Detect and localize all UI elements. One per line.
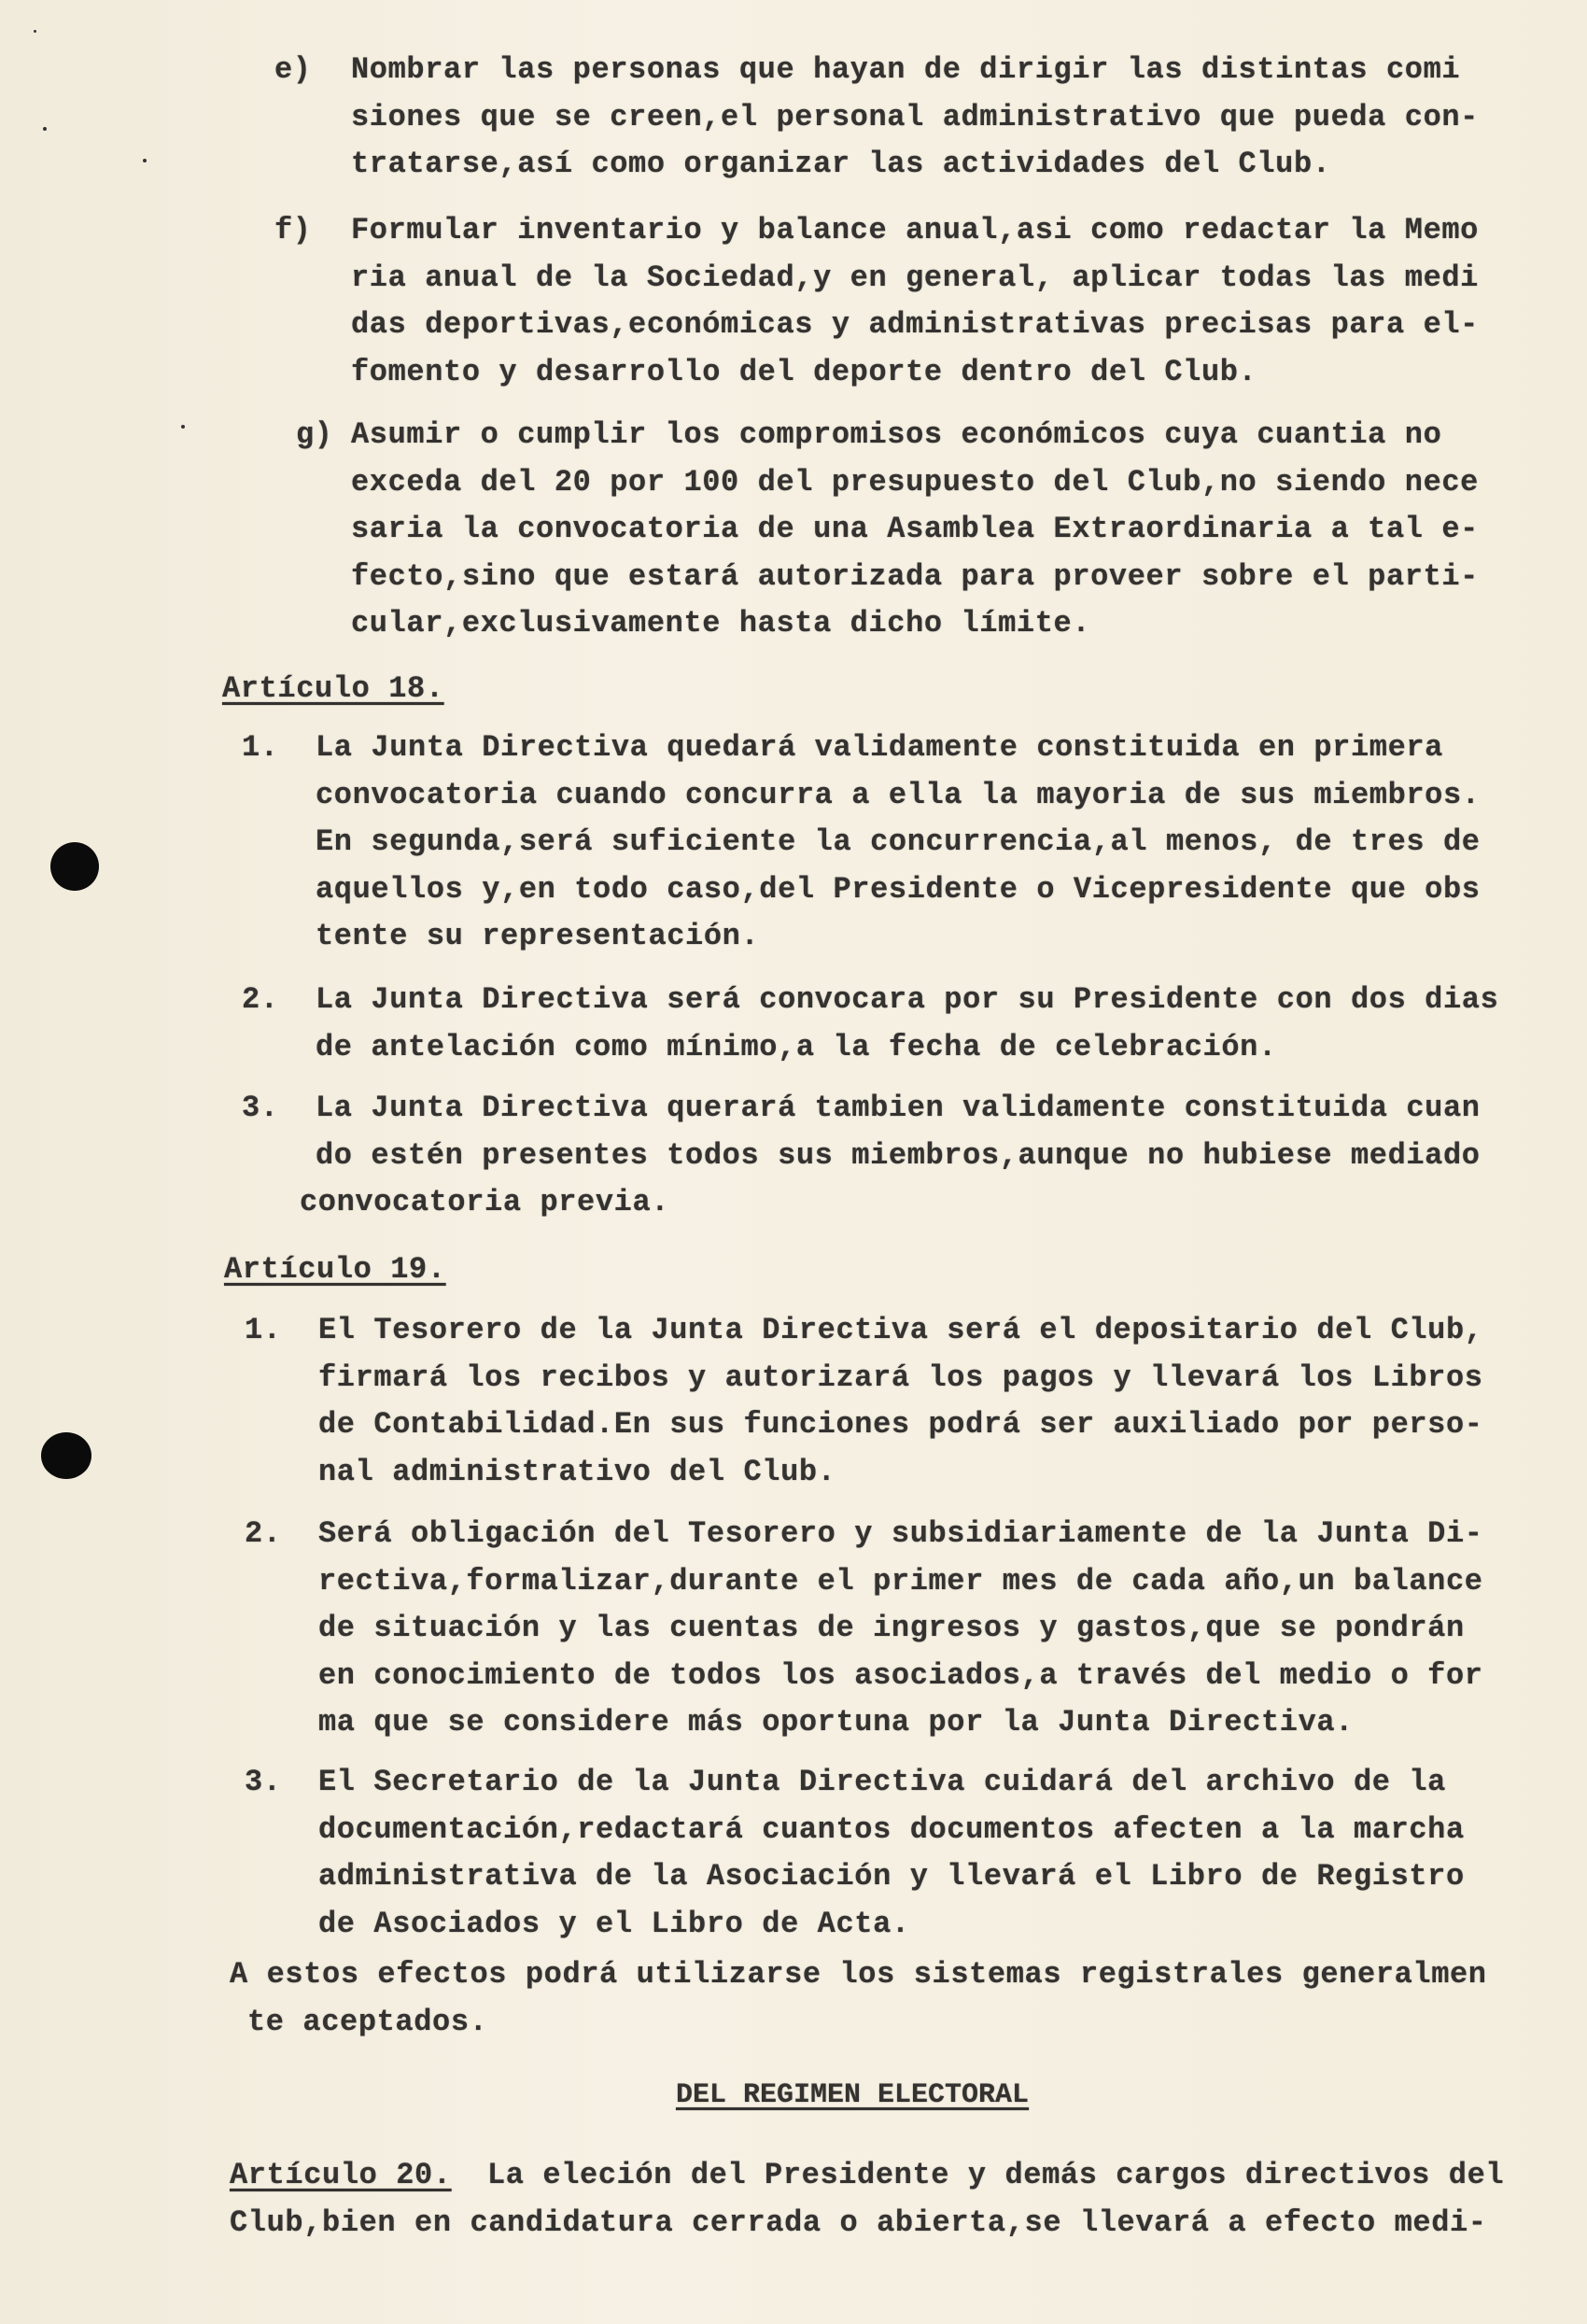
text-line: administrativa de la Asociación y llevará el Libro de Registro [318, 1859, 1465, 1894]
text-line: El Tesorero de la Junta Directiva será el depositario del Club, [318, 1313, 1483, 1347]
text-line: de Contabilidad.En sus funciones podrá ser auxiliado por perso- [318, 1407, 1483, 1442]
text-line: La Junta Directiva quedará validamente constituida en primera [316, 730, 1443, 765]
text-line: convocatoria cuando concurra a ella la mayoria de sus miembros. [316, 777, 1481, 812]
text-line: cular,exclusivamente hasta dicho límite. [351, 606, 1091, 641]
speck [43, 127, 47, 131]
text-line: tente su representación. [316, 919, 760, 953]
article-20-title: Artículo 20. [230, 2158, 452, 2192]
text-line: El Secretario de la Junta Directiva cuidará del archivo de la [318, 1765, 1446, 1799]
text-line: siones que se creen,el personal administrativo que pueda con- [351, 99, 1479, 134]
text-line: aquellos y,en todo caso,del Presidente o Vicepresidente que obs [316, 871, 1481, 907]
item-label: g) [296, 417, 333, 452]
text-line: Club,bien en candidatura cerrada o abierta,se llevará a efecto medi- [230, 2204, 1487, 2240]
item-label: 3. [242, 1091, 279, 1125]
speck [181, 425, 185, 429]
text-line: documentación,redactará cuantos documentos afecten a la marcha [318, 1811, 1465, 1847]
text-line: La eleción del Presidente y demás cargos directivos del [487, 2158, 1505, 2192]
text-line: convocatoria previa. [300, 1185, 670, 1219]
text-line: ria anual de la Sociedad,y en general, aplicar todas las medi [351, 260, 1479, 295]
punch-hole [41, 1432, 91, 1479]
section-heading: DEL REGIMEN ELECTORAL [676, 2079, 1030, 2111]
text-line: firmará los recibos y autorizará los pagos y llevará los Libros [318, 1359, 1483, 1395]
text-line: en conocimiento de todos los asociados,a través del medio o for [318, 1657, 1483, 1693]
text-line: A estos efectos podrá utilizarse los sistemas registrales generalmen [230, 1957, 1487, 1992]
text-line: La Junta Directiva querará tambien validamente constituida cuan [316, 1091, 1481, 1125]
text-line: fomento y desarrollo del deporte dentro del Club. [351, 354, 1257, 389]
article-20 [230, 2152, 1504, 2247]
article-18-title: Artículo 18. [222, 671, 444, 706]
punch-hole [50, 842, 99, 891]
text-line: saria la convocatoria de una Asamblea Extraordinaria a tal e- [351, 512, 1479, 546]
item-label: f) [274, 213, 312, 247]
text-line: ma que se considere más oportuna por la Junta Directiva. [318, 1705, 1354, 1739]
text-line: Será obligación del Tesorero y subsidiariamente de la Junta Di- [318, 1516, 1483, 1551]
item-label: 3. [245, 1765, 282, 1799]
speck [34, 30, 36, 33]
text-line: de antelación como mínimo,a la fecha de celebración. [316, 1029, 1277, 1064]
text-line: Nombrar las personas que hayan de dirigir las distintas comi [351, 52, 1461, 87]
article-19-closing [230, 1951, 1487, 2046]
item-label: 2. [242, 982, 279, 1017]
text-line: te aceptados. [247, 2004, 488, 2039]
text-line: exceda del 20 por 100 del presupuesto del Club,no siendo nece [351, 464, 1479, 500]
text-line: de situación y las cuentas de ingresos y gastos,que se pondrán [318, 1611, 1465, 1645]
item-label: 1. [245, 1313, 282, 1347]
text-line: tratarse,así como organizar las actividades del Club. [351, 147, 1331, 181]
speck [143, 159, 147, 162]
item-label: e) [274, 52, 312, 87]
item-label: 1. [242, 730, 279, 765]
text-line: nal administrativo del Club. [318, 1454, 836, 1489]
text-line: fecto,sino que estará autorizada para proveer sobre el parti- [351, 558, 1479, 594]
text-line: Asumir o cumplir los compromisos económicos cuya cuantia no [351, 417, 1442, 452]
text-line: das deportivas,económicas y administrativas precisas para el- [351, 307, 1479, 342]
text-line: Formular inventario y balance anual,asi como redactar la Memo [351, 213, 1479, 247]
article-19-title: Artículo 19. [224, 1252, 446, 1287]
text-line: En segunda,será suficiente la concurrencia,al menos, de tres de [316, 824, 1481, 859]
text-line: de Asociados y el Libro de Acta. [318, 1906, 910, 1941]
text-line: rectiva,formalizar,durante el primer mes de cada año,un balance [318, 1563, 1483, 1599]
text-line: La Junta Directiva será convocara por su Presidente con dos dias [316, 982, 1499, 1017]
item-label: 2. [245, 1516, 282, 1551]
text-line: do estén presentes todos sus miembros,aunque no hubiese mediado [316, 1137, 1481, 1173]
